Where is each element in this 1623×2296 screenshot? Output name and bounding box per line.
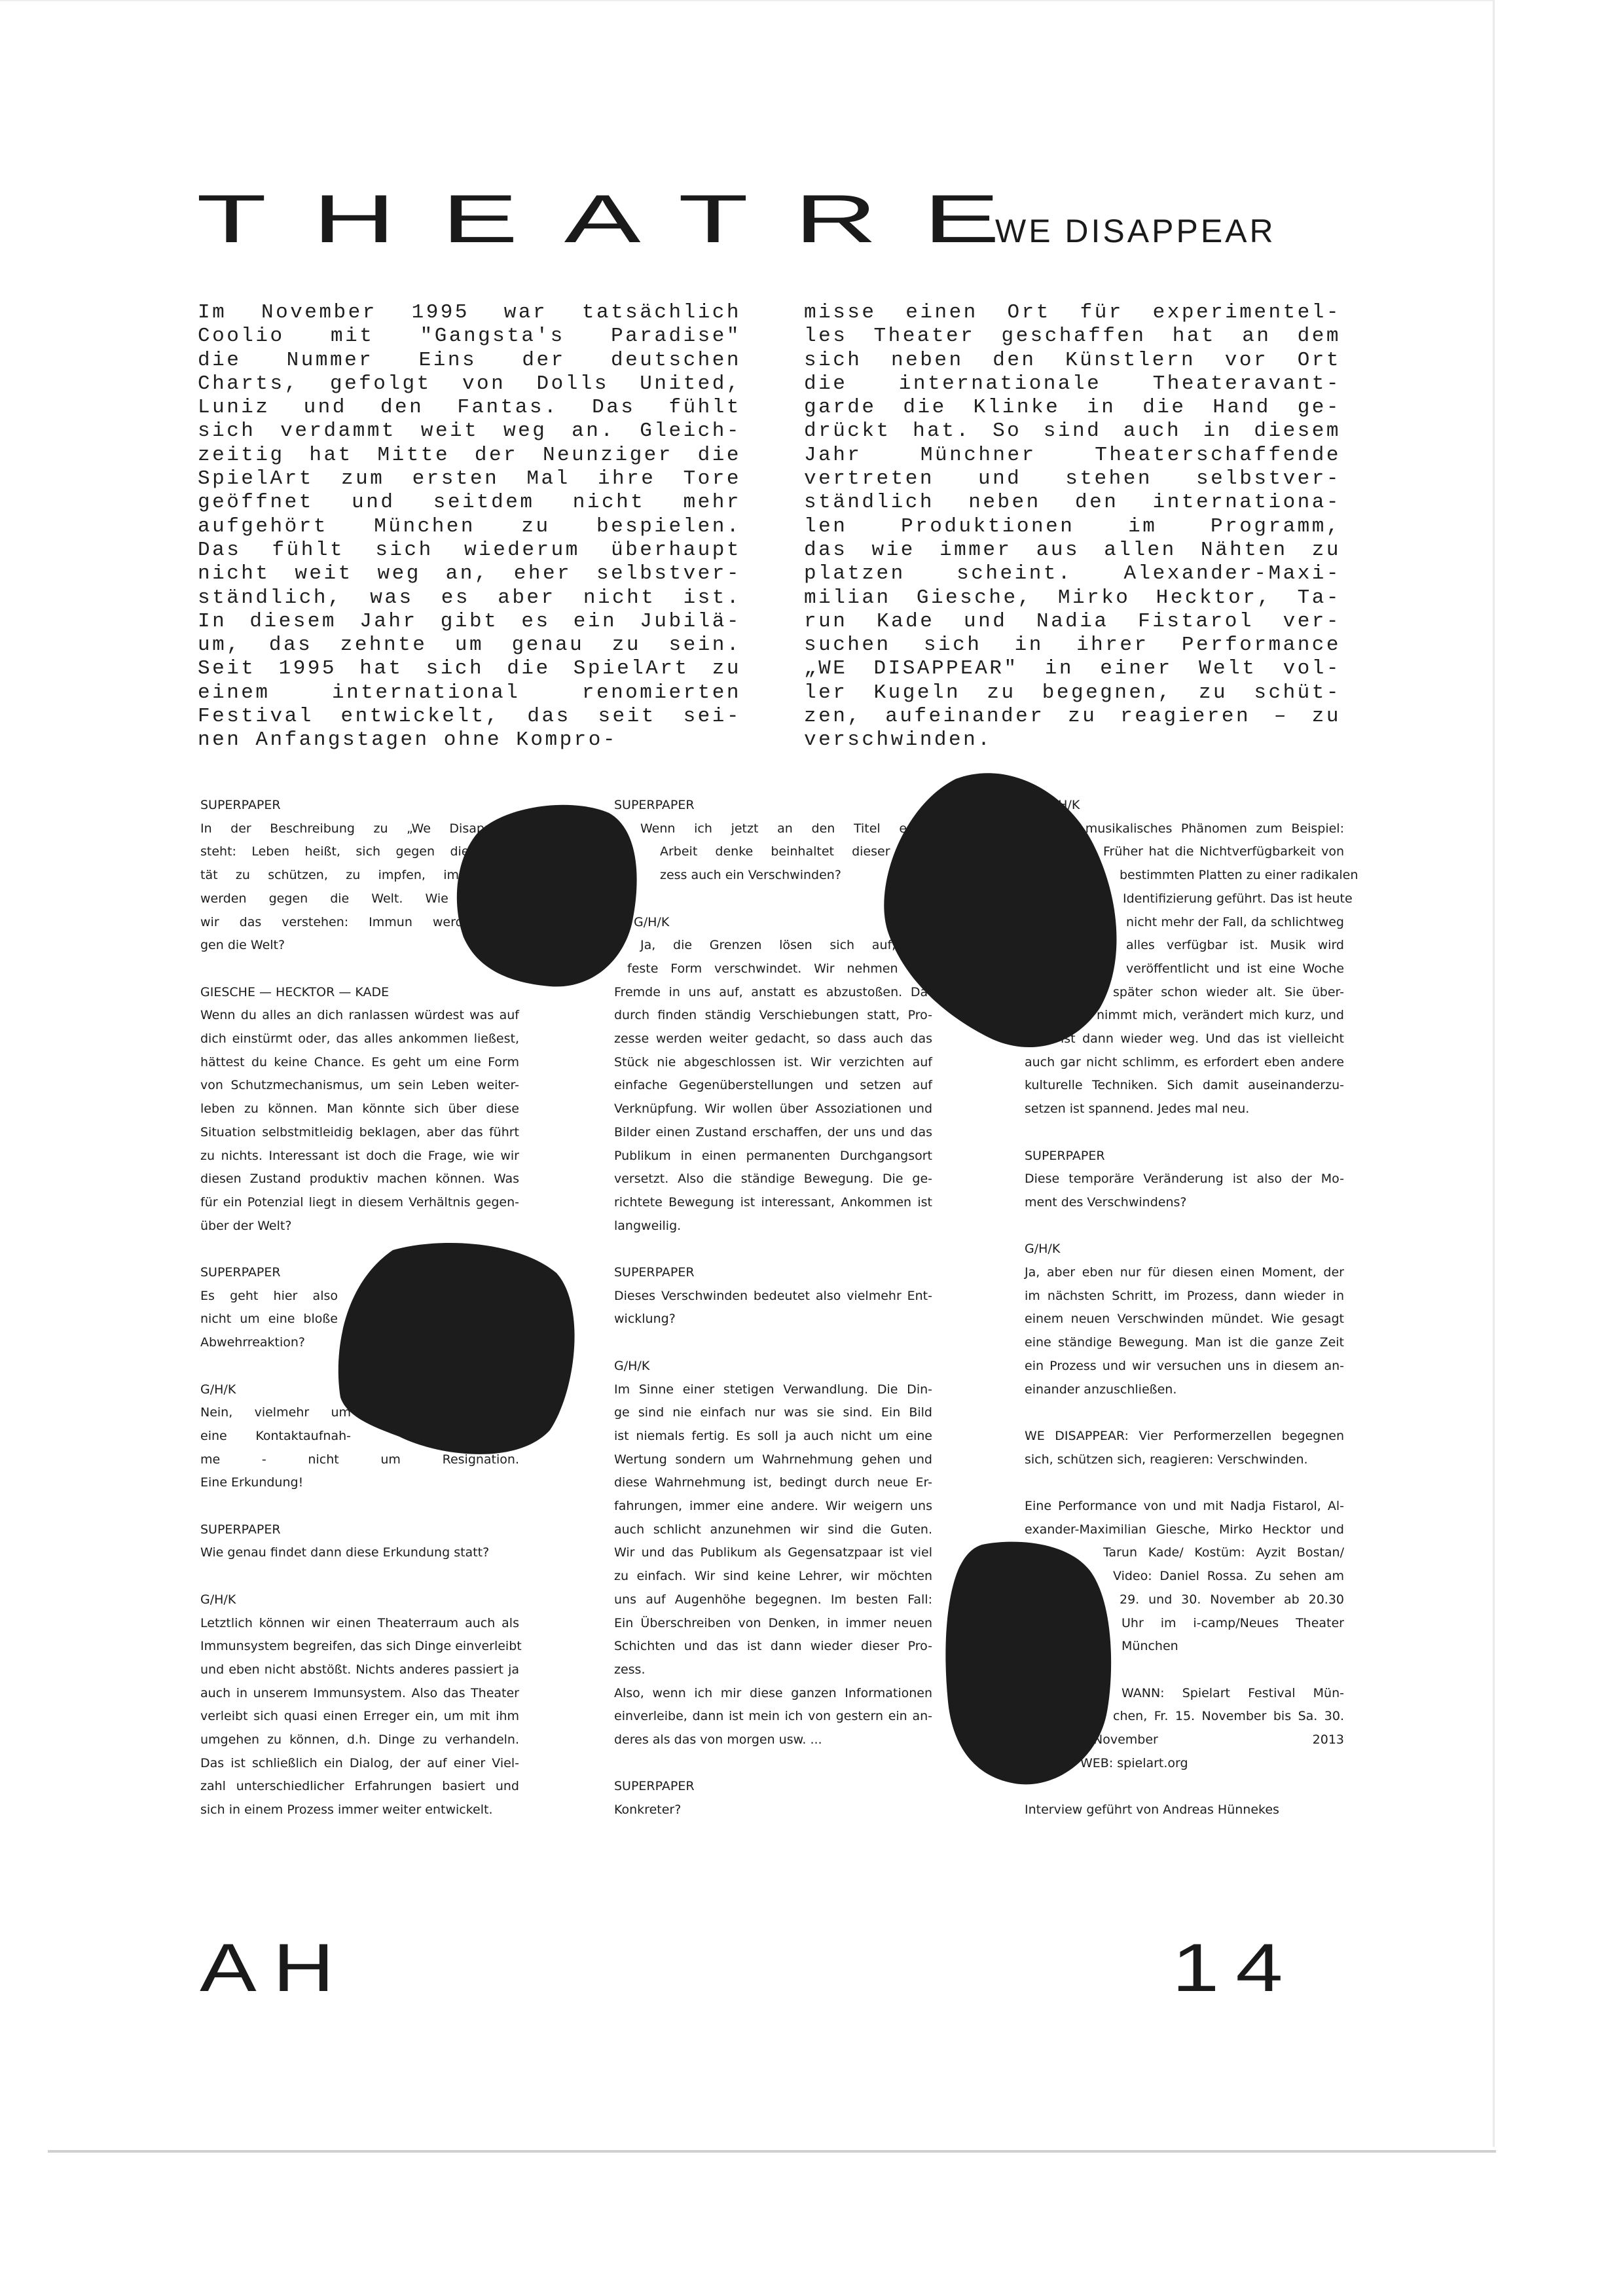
body-line: Video: Daniel Rossa. Zu sehen am [1113, 1569, 1344, 1584]
intro-line: die internationale Theateravant- [804, 372, 1341, 395]
body-line: wir das verstehen: Immun werden ge- [200, 914, 519, 929]
intro-line: len Produktionen im Programm, [804, 514, 1341, 538]
body-line: ist dann wieder weg. Und das ist vielleicht [1061, 1031, 1344, 1047]
intro-line: SpielArt zum ersten Mal ihre Tore [198, 467, 741, 491]
body-line: Früher hat die Nichtverfügbarkeit von [1103, 844, 1344, 859]
speaker-label: SUPERPAPER [200, 798, 281, 812]
body-line: versetzt. Also die ständige Bewegung. Die ge- [614, 1172, 932, 1187]
body-line: zess auch ein Verschwinden? [660, 868, 841, 883]
speaker-label: G/H/K [1044, 798, 1080, 812]
speaker-label: G/H/K [200, 1592, 236, 1607]
body-line: steht: Leben heißt, sich gegen die Reali- [200, 844, 519, 859]
interview-column-2 [614, 794, 932, 1822]
body-line: Ja, aber eben nur für diesen einen Moment, der [1025, 1265, 1344, 1280]
body-line: fahrungen, immer eine andere. Wir weigern uns [614, 1499, 932, 1514]
intro-line: Im November 1995 war tatsächlich [198, 301, 741, 324]
body-line: einverleibe, dann ist mein ich von gestern ein an- [614, 1709, 932, 1724]
body-line: Wenn du alles an dich ranlassen würdest was auf [200, 1008, 519, 1023]
body-line: nicht um eine bloße [200, 1312, 338, 1327]
intro-line: suchen sich in ihrer Performance [804, 634, 1341, 657]
speaker-label: SUPERPAPER [1025, 1148, 1105, 1163]
intro-line: Charts, gefolgt von Dolls United, [198, 372, 741, 395]
body-line: und eben nicht abstößt. Nichts anderes passiert ja [200, 1662, 519, 1677]
body-line: wicklung? [614, 1312, 676, 1327]
speaker-label: SUPERPAPER [614, 1779, 695, 1794]
body-line: eine Kontaktaufnah- [200, 1428, 351, 1443]
body-line: auch in unserem Immunsystem. Also das Theater [200, 1685, 519, 1700]
speaker-label: G/H/K [634, 914, 670, 929]
body-line: Diese temporäre Veränderung ist also der Mo- [1025, 1172, 1344, 1187]
body-line: durch finden ständig Verschiebungen statt, Pro- [614, 1008, 932, 1023]
intro-column-left [198, 301, 741, 753]
body-line: eine ständige Bewegung. Man ist die ganze Zeit [1025, 1335, 1344, 1350]
paragraph-gap [200, 1565, 519, 1588]
body-line: feste Form verschwindet. Wir nehmen das [627, 961, 932, 976]
body-line: sich, schützen sich, reagieren: Verschwinden. [1025, 1452, 1308, 1467]
body-line: leben zu können. Man könnte sich über diese [200, 1102, 519, 1117]
body-line: Wertung sondern um Wahrnehmung gehen und [614, 1452, 932, 1467]
body-line: bestimmten Platten zu einer radikalen [1120, 868, 1359, 883]
body-line: umgehen zu können, d.h. Dinge zu verhandeln. [200, 1732, 519, 1748]
body-line: Ja, die Grenzen lösen sich auf, die [640, 938, 932, 953]
page-subtitle: WE DISAPPEAR [995, 213, 1276, 249]
body-line: Wie genau findet dann diese Erkundung statt? [200, 1545, 490, 1560]
body-line: Fremde in uns auf, anstatt es abzustoßen. Da- [614, 984, 932, 999]
body-line: auch gar nicht schlimm, es erfordert eben andere [1025, 1054, 1344, 1069]
body-line: Immunsystem begreifen, das sich Dinge einverleibt [200, 1639, 522, 1654]
body-line: tät zu schützen, zu impfen, immun zu [200, 868, 519, 883]
author-initials: AH [200, 1930, 351, 2006]
body-line: diesen Zustand produktiv machen können. Was [200, 1172, 519, 1187]
body-line: Bilder einen Zustand erschaffen, der uns und das [614, 1124, 932, 1139]
body-line: me - nicht um Resignation. [200, 1452, 519, 1467]
body-line: später schon wieder alt. Sie über- [1113, 984, 1344, 999]
speaker-label: G/H/K [614, 1358, 650, 1373]
intro-line: Das fühlt sich wiederum überhaupt [198, 538, 741, 562]
intro-column-right [804, 301, 1341, 753]
body-line: Interview geführt von Andreas Hünnekes [1025, 1803, 1279, 1818]
paragraph-gap [1025, 1401, 1344, 1425]
intro-line: drückt hat. So sind auch in diesem [804, 420, 1341, 443]
body-line: Verknüpfung. Wir wollen über Assoziationen und [614, 1102, 932, 1117]
body-line: ment des Verschwindens? [1025, 1194, 1187, 1210]
intro-line: les Theater geschaffen hat an dem [804, 325, 1341, 348]
intro-line: Seit 1995 hat sich die SpielArt zu [198, 657, 741, 681]
body-line: veröffentlicht und ist eine Woche [1126, 961, 1344, 976]
intro-line: verschwinden. [804, 728, 993, 752]
intro-line: das wie immer aus allen Nähten zu [804, 538, 1341, 562]
body-line: einfache Gegenüberstellungen und setzen auf [614, 1078, 932, 1093]
intro-line: geöffnet und seitdem nicht mehr [198, 491, 741, 514]
body-line: von Schutzmechanismus, um sein Leben weiter- [200, 1078, 519, 1093]
intro-line: „WE DISAPPEAR" in einer Welt vol- [804, 657, 1341, 681]
body-line: WE DISAPPEAR: Vier Performerzellen begegnen [1025, 1428, 1344, 1443]
body-line: Das ist schließlich ein Dialog, der auf einer Viel- [200, 1755, 519, 1770]
body-line: nimmt mich, verändert mich kurz, und [1097, 1008, 1344, 1023]
intro-line: um, das zehnte um genau zu sein. [198, 634, 741, 657]
intro-line: Jahr Münchner Theaterschaffende [804, 443, 1341, 467]
body-line: zu nichts. Interessant ist doch die Frage, wie wir [200, 1148, 519, 1163]
body-line: Eine Performance von und mit Nadja Fistarol, Al- [1025, 1499, 1344, 1514]
body-line: exander-Maximilian Giesche, Mirko Hecktor und [1025, 1522, 1344, 1537]
speaker-label: SUPERPAPER [200, 1265, 281, 1280]
page-bottom-shadow [48, 2150, 1496, 2153]
body-line: gen die Welt? [200, 938, 285, 953]
body-line: 29. und 30. November ab 20.30 [1120, 1592, 1344, 1607]
body-line: über der Welt? [200, 1218, 292, 1233]
body-line: für ein Potenzial liegt in diesem Verhältnis gegen- [200, 1194, 519, 1210]
paragraph-gap [614, 1752, 932, 1776]
intro-line: die Nummer Eins der deutschen [198, 348, 741, 372]
body-line: einem neuen Verschwinden mündet. Wie gesagt [1025, 1312, 1344, 1327]
intro-line: garde die Klinke in die Hand ge- [804, 396, 1341, 420]
body-line: zesse werden weiter gedacht, so dass auch das [614, 1031, 932, 1047]
body-line: November 2013 [1093, 1732, 1344, 1748]
body-line: uns auf Augenhöhe begegnen. Im besten Fall: [614, 1592, 932, 1607]
speaker-label: G/H/K [1025, 1242, 1061, 1257]
intro-line: ständlich, was es aber nicht ist. [198, 586, 741, 609]
speaker-label: GIESCHE — HECKTOR — KADE [200, 984, 390, 999]
intro-line: zen, aufeinander zu reagieren – zu [804, 705, 1341, 728]
body-line: Situation selbstmitleidig beklagen, aber das führt [200, 1124, 519, 1139]
body-line: im nächsten Schritt, im Prozess, dann wieder in [1025, 1288, 1344, 1303]
body-line: Wir und das Publikum als Gegensatzpaar ist viel [614, 1545, 932, 1560]
paragraph-gap [1025, 1659, 1344, 1682]
intro-line: milian Giesche, Mirko Hecktor, Ta- [804, 586, 1341, 609]
body-line: Im Sinne einer stetigen Verwandlung. Die Din- [614, 1382, 932, 1397]
intro-line: ler Kugeln zu begegnen, zu schüt- [804, 681, 1341, 704]
body-line: WEB: spielart.org [1080, 1755, 1188, 1770]
body-line: Letztlich können wir einen Theaterraum auch als [200, 1615, 519, 1630]
paragraph-gap [1025, 1471, 1344, 1495]
body-line: ist niemals fertig. Es soll ja auch nicht um eine [614, 1428, 932, 1443]
body-line: auch schlicht anzunehmen wir sind die Guten. [614, 1522, 932, 1537]
body-line: setzen ist spannend. Jedes mal neu. [1025, 1102, 1250, 1117]
body-line: In der Beschreibung zu „We Disappear“ [200, 821, 519, 836]
intro-line: Coolio mit "Gangsta's Paradise" [198, 325, 741, 348]
interview-column-3 [1025, 794, 1359, 1822]
body-line: Es geht hier also [200, 1288, 338, 1303]
body-line: Abwehrreaktion? [200, 1335, 306, 1350]
paragraph-gap [200, 958, 519, 981]
body-line: dich einstürmt oder, das alles ankommen ließest, [200, 1031, 519, 1047]
body-line: Publikum in einen permanenten Durchgangsort [614, 1148, 932, 1163]
body-line: WANN: Spielart Festival Mün- [1122, 1685, 1344, 1700]
body-line: zu einfach. Wir sind keine Lehrer, wir möchten [614, 1569, 932, 1584]
body-line: Eine Erkundung! [200, 1475, 304, 1490]
body-line: einander anzuschließen. [1025, 1382, 1177, 1397]
speaker-label: SUPERPAPER [614, 798, 695, 812]
body-line: Stück nie abgeschlossen ist. Wir verzichten auf [614, 1054, 932, 1069]
intro-line: platzen scheint. Alexander-Maxi- [804, 562, 1341, 586]
intro-line: nicht weit weg an, eher selbstver- [198, 562, 741, 586]
intro-line: In diesem Jahr gibt es ein Jubilä- [198, 609, 741, 633]
body-line: kulturelle Techniken. Sich damit auseinanderzu- [1025, 1078, 1344, 1093]
body-line: deres als das von morgen usw. ... [614, 1732, 822, 1748]
intro-line: einem international renomierten [198, 681, 741, 704]
body-line: Identifizierung geführt. Das ist heute [1123, 891, 1353, 906]
body-line: Konkreter? [614, 1803, 682, 1818]
intro-line: nen Anfangstagen ohne Kompro- [198, 728, 617, 752]
body-line: ein Prozess und wir versuchen uns in diesem an- [1025, 1358, 1344, 1373]
body-line: zahl unterschiedlicher Erfahrungen basiert und [200, 1779, 519, 1794]
paragraph-gap [614, 1238, 932, 1261]
body-line: sich in einem Prozess immer weiter entwickelt. [200, 1803, 493, 1818]
body-line: richtete Bewegung ist interessant, Ankommen ist [614, 1194, 932, 1210]
speaker-label: SUPERPAPER [200, 1522, 281, 1537]
intro-line: sich neben den Künstlern vor Ort [804, 348, 1341, 372]
intro-line: vertreten und stehen selbstver- [804, 467, 1341, 491]
intro-line: Luniz und den Fantas. Das fühlt [198, 396, 741, 420]
body-line: Dieses Verschwinden bedeutet also vielmehr Ent- [614, 1288, 932, 1303]
body-line: diese Wahrnehmung ist, bedingt durch neue Er- [614, 1475, 932, 1490]
body-line: werden gegen die Welt. Wie müssen [200, 891, 519, 906]
speaker-label: G/H/K [200, 1382, 236, 1397]
intro-line: run Kade und Nadia Fistarol ver- [804, 609, 1341, 633]
intro-line: Festival entwickelt, das seit sei- [198, 705, 741, 728]
body-line: Also, wenn ich mir diese ganzen Informationen [614, 1685, 932, 1700]
body-line: Schichten und das ist dann wieder dieser Pro- [614, 1639, 932, 1654]
page-number: 14 [1172, 1930, 1300, 2006]
body-line: langweilig. [614, 1218, 682, 1233]
body-line: nicht mehr der Fall, da schlichtweg [1126, 914, 1344, 929]
paragraph-gap [200, 1355, 519, 1378]
paragraph-gap [200, 1495, 519, 1518]
paragraph-gap [1025, 1121, 1344, 1145]
body-line: Tarun Kade/ Kostüm: Ayzit Bostan/ [1103, 1545, 1344, 1560]
body-line: Ein musikalisches Phänomen zum Beispiel: [1057, 821, 1344, 836]
body-line: Ein Überschreiben von Denken, in immer neuen [614, 1615, 932, 1630]
intro-line: zeitig hat Mitte der Neunziger die [198, 443, 741, 467]
body-line: Uhr im i-camp/Neues Theater [1122, 1615, 1344, 1630]
body-line: ge sind nie einfach nur was sie sind. Ein Bild [614, 1405, 932, 1420]
intro-line: sich verdammt weit weg an. Gleich- [198, 420, 741, 443]
paragraph-gap [1025, 1775, 1344, 1799]
body-line: Arbeit denke beinhaltet dieser Pro- [660, 844, 932, 859]
body-line: hättest du keine Chance. Es geht um eine Form [200, 1054, 519, 1069]
interview-column-1 [200, 794, 522, 1822]
paragraph-gap [1025, 1215, 1344, 1238]
body-line: verleibt sich quasi einen Erreger ein, um mit ihm [200, 1709, 519, 1724]
paragraph-gap [200, 1238, 519, 1261]
body-line: chen, Fr. 15. November bis Sa. 30. [1113, 1709, 1344, 1724]
paragraph-gap [614, 1331, 932, 1355]
body-line: zess. [614, 1662, 646, 1677]
speaker-label: SUPERPAPER [614, 1265, 695, 1280]
intro-line: ständlich neben den internationa- [804, 491, 1341, 514]
paragraph-gap [614, 888, 932, 911]
intro-line: aufgehört München zu bespielen. [198, 514, 741, 538]
page-title: THEATRE [196, 180, 1046, 257]
body-line: alles verfügbar ist. Musik wird [1126, 938, 1344, 953]
body-line: München [1122, 1639, 1178, 1654]
body-line: Wenn ich jetzt an den Titel eurer [640, 821, 932, 836]
intro-line: misse einen Ort für experimentel- [804, 301, 1341, 324]
body-line: Nein, vielmehr um [200, 1405, 351, 1420]
